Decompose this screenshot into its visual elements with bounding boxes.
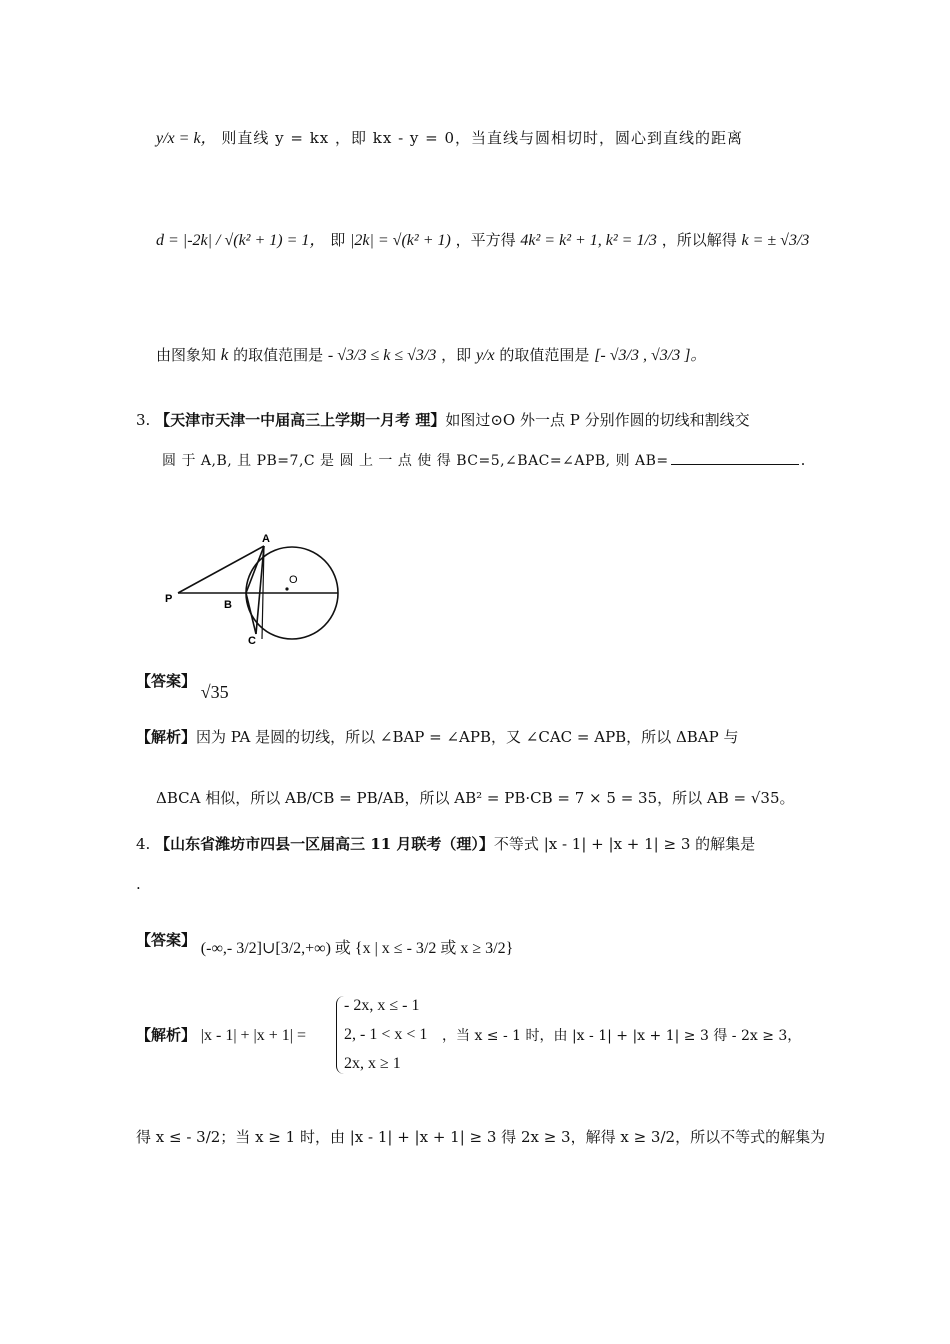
q4-analysis-row <box>136 1025 306 1046</box>
q4-stem-2: . <box>136 875 141 893</box>
q3-source: 【天津市天津一中届高三上学期一月考 理】 <box>155 411 446 429</box>
q4-stem-1: 不等式 |x - 1| + |x + 1| ≥ 3 的解集是 <box>493 835 756 853</box>
label-b: B <box>224 599 232 611</box>
piece-2: 2, - 1 < x < 1 <box>344 1026 428 1043</box>
q3-line-2 <box>162 450 805 471</box>
line2-ji: 即 <box>330 231 346 249</box>
q3-answer-blank <box>671 450 799 465</box>
line2-square-text: ，平方得 <box>455 231 516 249</box>
q4-source: 【山东省潍坊市四县一区届高三 11 月联考（理）】 <box>155 835 494 853</box>
center-dot <box>285 587 288 590</box>
line2-solve-text: ，所以解得 <box>661 231 737 249</box>
q3-analysis-line-1 <box>136 727 739 747</box>
k-range: - √3/3 ≤ k ≤ √3/3 <box>327 347 437 364</box>
line3-mid: 的取值范围是 <box>233 346 324 364</box>
q4-analysis-tag: 【解析】 <box>136 1026 197 1044</box>
piece-3: 2x, x ≥ 1 <box>344 1055 401 1072</box>
q3-answer-row <box>136 670 229 702</box>
label-p: P <box>165 593 173 605</box>
q3-answer-value: √35 <box>200 682 229 702</box>
q3-stem-2: 圆 于 A,B, 且 PB=7,C 是 圆 上 一 点 使 得 BC=5,∠BAC=∠APB, 则 AB= <box>162 453 669 469</box>
q4-analysis-last-line <box>136 1127 825 1147</box>
q3-geometry-figure <box>160 530 350 650</box>
piecewise-lhs: |x - 1| + |x + 1| = <box>200 1027 307 1044</box>
tangent-pa <box>178 546 264 593</box>
q3-stem-1: 如图过⊙O 外一点 P 分别作圆的切线和割线交 <box>445 411 750 429</box>
q4-answer-value: (-∞,- 3/2]∪[3/2,+∞) 或 {x | x ≤ - 3/2 或 x ≥ 3/2} <box>200 940 514 957</box>
q4-line-2 <box>136 874 141 894</box>
q3-stem-end: . <box>800 451 806 469</box>
q3-analysis-text-2: ΔBCA 相似，所以 AB/CB = PB/AB，所以 AB² = PB·CB = 7 × 5 = 35，所以 AB = √35。 <box>156 789 795 807</box>
q4-answer-row <box>136 930 514 957</box>
yx-interval: [- √3/3 , √3/3 ]。 <box>594 347 707 364</box>
line3-yx: y/x <box>475 347 495 364</box>
derivation-line-2 <box>156 230 809 251</box>
line3-pre: 由图象知 <box>156 346 217 364</box>
square-eq: 4k² = k² + 1, k² = 1/3 <box>520 232 657 249</box>
label-a: A <box>262 533 270 545</box>
q3-analysis-tag: 【解析】 <box>136 728 197 746</box>
label-o: O <box>289 574 298 586</box>
q3-analysis-text-1: 因为 PA 是圆的切线，所以 ∠BAP = ∠APB，又 ∠CAC = APB，所以 ΔBAP 与 <box>196 728 739 746</box>
q3-analysis-line-2 <box>156 788 795 808</box>
q3-answer-tag: 【答案】 <box>136 672 197 690</box>
segment-bc <box>246 593 256 634</box>
abs-eq: |2k| = √(k² + 1) <box>349 232 451 249</box>
q4-answer-tag: 【答案】 <box>136 931 197 949</box>
tangent-condition-text: 则直线 y = kx ，即 kx - y = 0，当直线与圆相切时，圆心到直线的距离 <box>221 129 744 147</box>
label-c: C <box>248 635 256 647</box>
line3-mid2: 的取值范围是 <box>499 346 590 364</box>
derivation-line-1 <box>156 128 743 149</box>
q4-analysis-last-text: 得 x ≤ - 3/2；当 x ≥ 1 时，由 |x - 1| + |x + 1| ≥ 3 得 2x ≥ 3，解得 x ≥ 3/2，所以不等式的解集为 <box>136 1128 826 1146</box>
q4-analysis-mid <box>442 1025 801 1046</box>
q4-analysis-mid-text: ，当 x ≤ - 1 时，由 |x - 1| + |x + 1| ≥ 3 得 - 2x ≥ 3， <box>442 1028 802 1044</box>
q4-line-1 <box>136 834 755 854</box>
y-over-x-eq-k: y/x = k， <box>156 130 217 147</box>
q3-line-1 <box>136 410 750 430</box>
line3-ji: ，即 <box>441 346 472 364</box>
q3-number: 3. <box>136 411 151 429</box>
piece-1: - 2x, x ≤ - 1 <box>344 997 420 1014</box>
k-solution: k = ± √3/3 <box>741 232 810 249</box>
line3-k: k <box>220 345 229 364</box>
distance-formula: d = |-2k| / √(k² + 1) = 1， <box>156 232 326 249</box>
derivation-line-3 <box>156 345 706 366</box>
q4-number: 4. <box>136 835 151 853</box>
